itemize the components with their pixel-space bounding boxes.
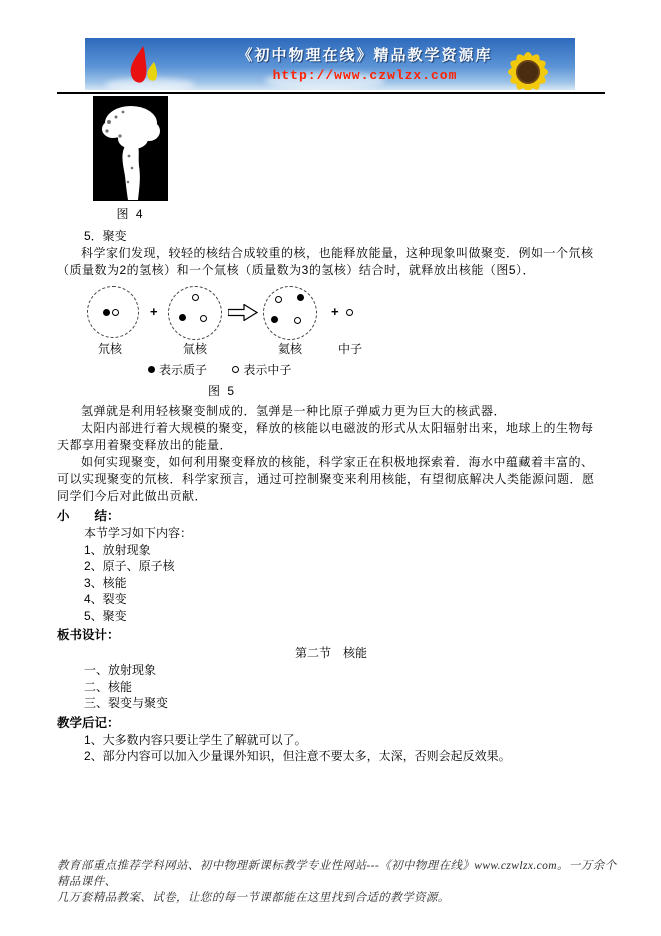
neutron-dot — [112, 309, 119, 316]
site-footer — [57, 858, 617, 906]
plus-sign: + — [150, 304, 158, 319]
helium-label: 氦核 — [278, 342, 303, 356]
proton-dot — [103, 309, 110, 316]
paragraph-hbomb: 氢弹就是利用轻核聚变制成的．氢弹是一种比原子弹威力更为巨大的核武器． — [81, 404, 507, 418]
neutron-dot-icon — [232, 366, 239, 373]
horizontal-rule — [57, 92, 605, 94]
helium-nucleus-circle — [263, 286, 317, 340]
proton-dot-icon — [148, 366, 155, 373]
board-item: 三、裂变与聚变 — [84, 696, 169, 710]
fusion-heading: 5．聚变 — [84, 229, 127, 243]
figure5-caption: 图 5 — [207, 384, 236, 398]
board-item: 二、核能 — [84, 679, 133, 694]
summary-intro: 本节学习如下内容： — [84, 526, 193, 540]
teaching-note: 1、大多数内容只要让学生了解就可以了。 — [84, 732, 307, 747]
paragraph-sun: 太阳内部进行着大规模的聚变，释放的核能以电磁波的形式从太阳辐射出来，地球上的生物每天都享用着聚变释放出的能量． — [57, 421, 594, 452]
proton-dot — [271, 316, 278, 323]
summary-item: 5、聚变 — [84, 608, 127, 623]
summary-heading: 小 结： — [57, 509, 120, 523]
mushroom-cloud-image — [93, 96, 168, 201]
document-body — [57, 228, 605, 765]
paragraph-future: 如何实现聚变，如何利用聚变释放的核能，科学家正在积极地探索着．海水中蕴藏着丰富的、可以实现聚变的氘核．科学家预言，通过可控制聚变来利用核能，有望彻底解决人类能源问题．愿同学们今后对此做出贡献． — [57, 455, 595, 503]
diagram-legend — [148, 361, 605, 378]
neutron-dot — [200, 315, 207, 322]
fusion-paragraph: 科学家们发现，较轻的核结合成较重的核，也能释放能量，这种现象叫做聚变．例如一个氘核（质量数为2的氢核）和一个氚核（质量数为3的氢核）结合时，就释放出核能（图5）． — [57, 246, 594, 277]
plus-sign: + — [331, 304, 339, 319]
free-neutron-dot — [346, 309, 353, 316]
tritium-nucleus-circle — [168, 286, 222, 340]
summary-item: 2、原子、原子核 — [84, 559, 175, 573]
deuterium-label: 氘核 — [98, 342, 123, 356]
proton-dot — [179, 314, 186, 321]
legend-neutron-label: 表示中子 — [243, 363, 292, 377]
deuterium-nucleus-circle — [87, 286, 139, 338]
legend-proton — [148, 363, 207, 377]
summary-item: 1、放射现象 — [84, 542, 151, 557]
neutron-dot — [192, 294, 199, 301]
banner-url[interactable]: http://www.czwlzx.com — [272, 68, 458, 83]
summary-item: 3、核能 — [84, 575, 127, 590]
neutron-label: 中子 — [338, 342, 363, 356]
arrow-right-icon — [228, 304, 258, 321]
summary-item: 4、裂变 — [84, 592, 127, 606]
board-design-title: 第二节 核能 — [294, 646, 367, 660]
figure4-block — [93, 96, 168, 222]
legend-proton-label: 表示质子 — [159, 363, 208, 377]
footer-line1: 教育部重点推荐学科网站、初中物理新课标教学专业性网站---《初中物理在线》www.czwlzx.com。一万余个精品课件、 — [57, 860, 617, 888]
teaching-notes-heading: 教学后记： — [57, 715, 120, 730]
neutron-dot — [275, 296, 282, 303]
neutron-dot — [294, 317, 301, 324]
tritium-label: 氚核 — [183, 342, 208, 356]
footer-line2: 几万套精品教案、试卷，让您的每一节课都能在这里找到合适的教学资源。 — [57, 892, 450, 904]
teaching-note: 2、部分内容可以加入少量课外知识，但注意不要太多，太深，否则会起反效果。 — [84, 749, 511, 763]
site-banner — [85, 38, 575, 90]
flame-logo-icon — [113, 38, 173, 90]
fusion-diagram — [57, 284, 605, 358]
banner-title: 《初中物理在线》精品教学资源库 — [237, 47, 493, 64]
proton-dot — [297, 294, 304, 301]
legend-neutron — [232, 363, 291, 377]
figure4-caption: 图 4 — [116, 207, 145, 221]
sunflower-icon — [489, 40, 567, 90]
board-design-heading: 板书设计： — [57, 628, 120, 642]
board-item: 一、放射现象 — [84, 663, 157, 677]
